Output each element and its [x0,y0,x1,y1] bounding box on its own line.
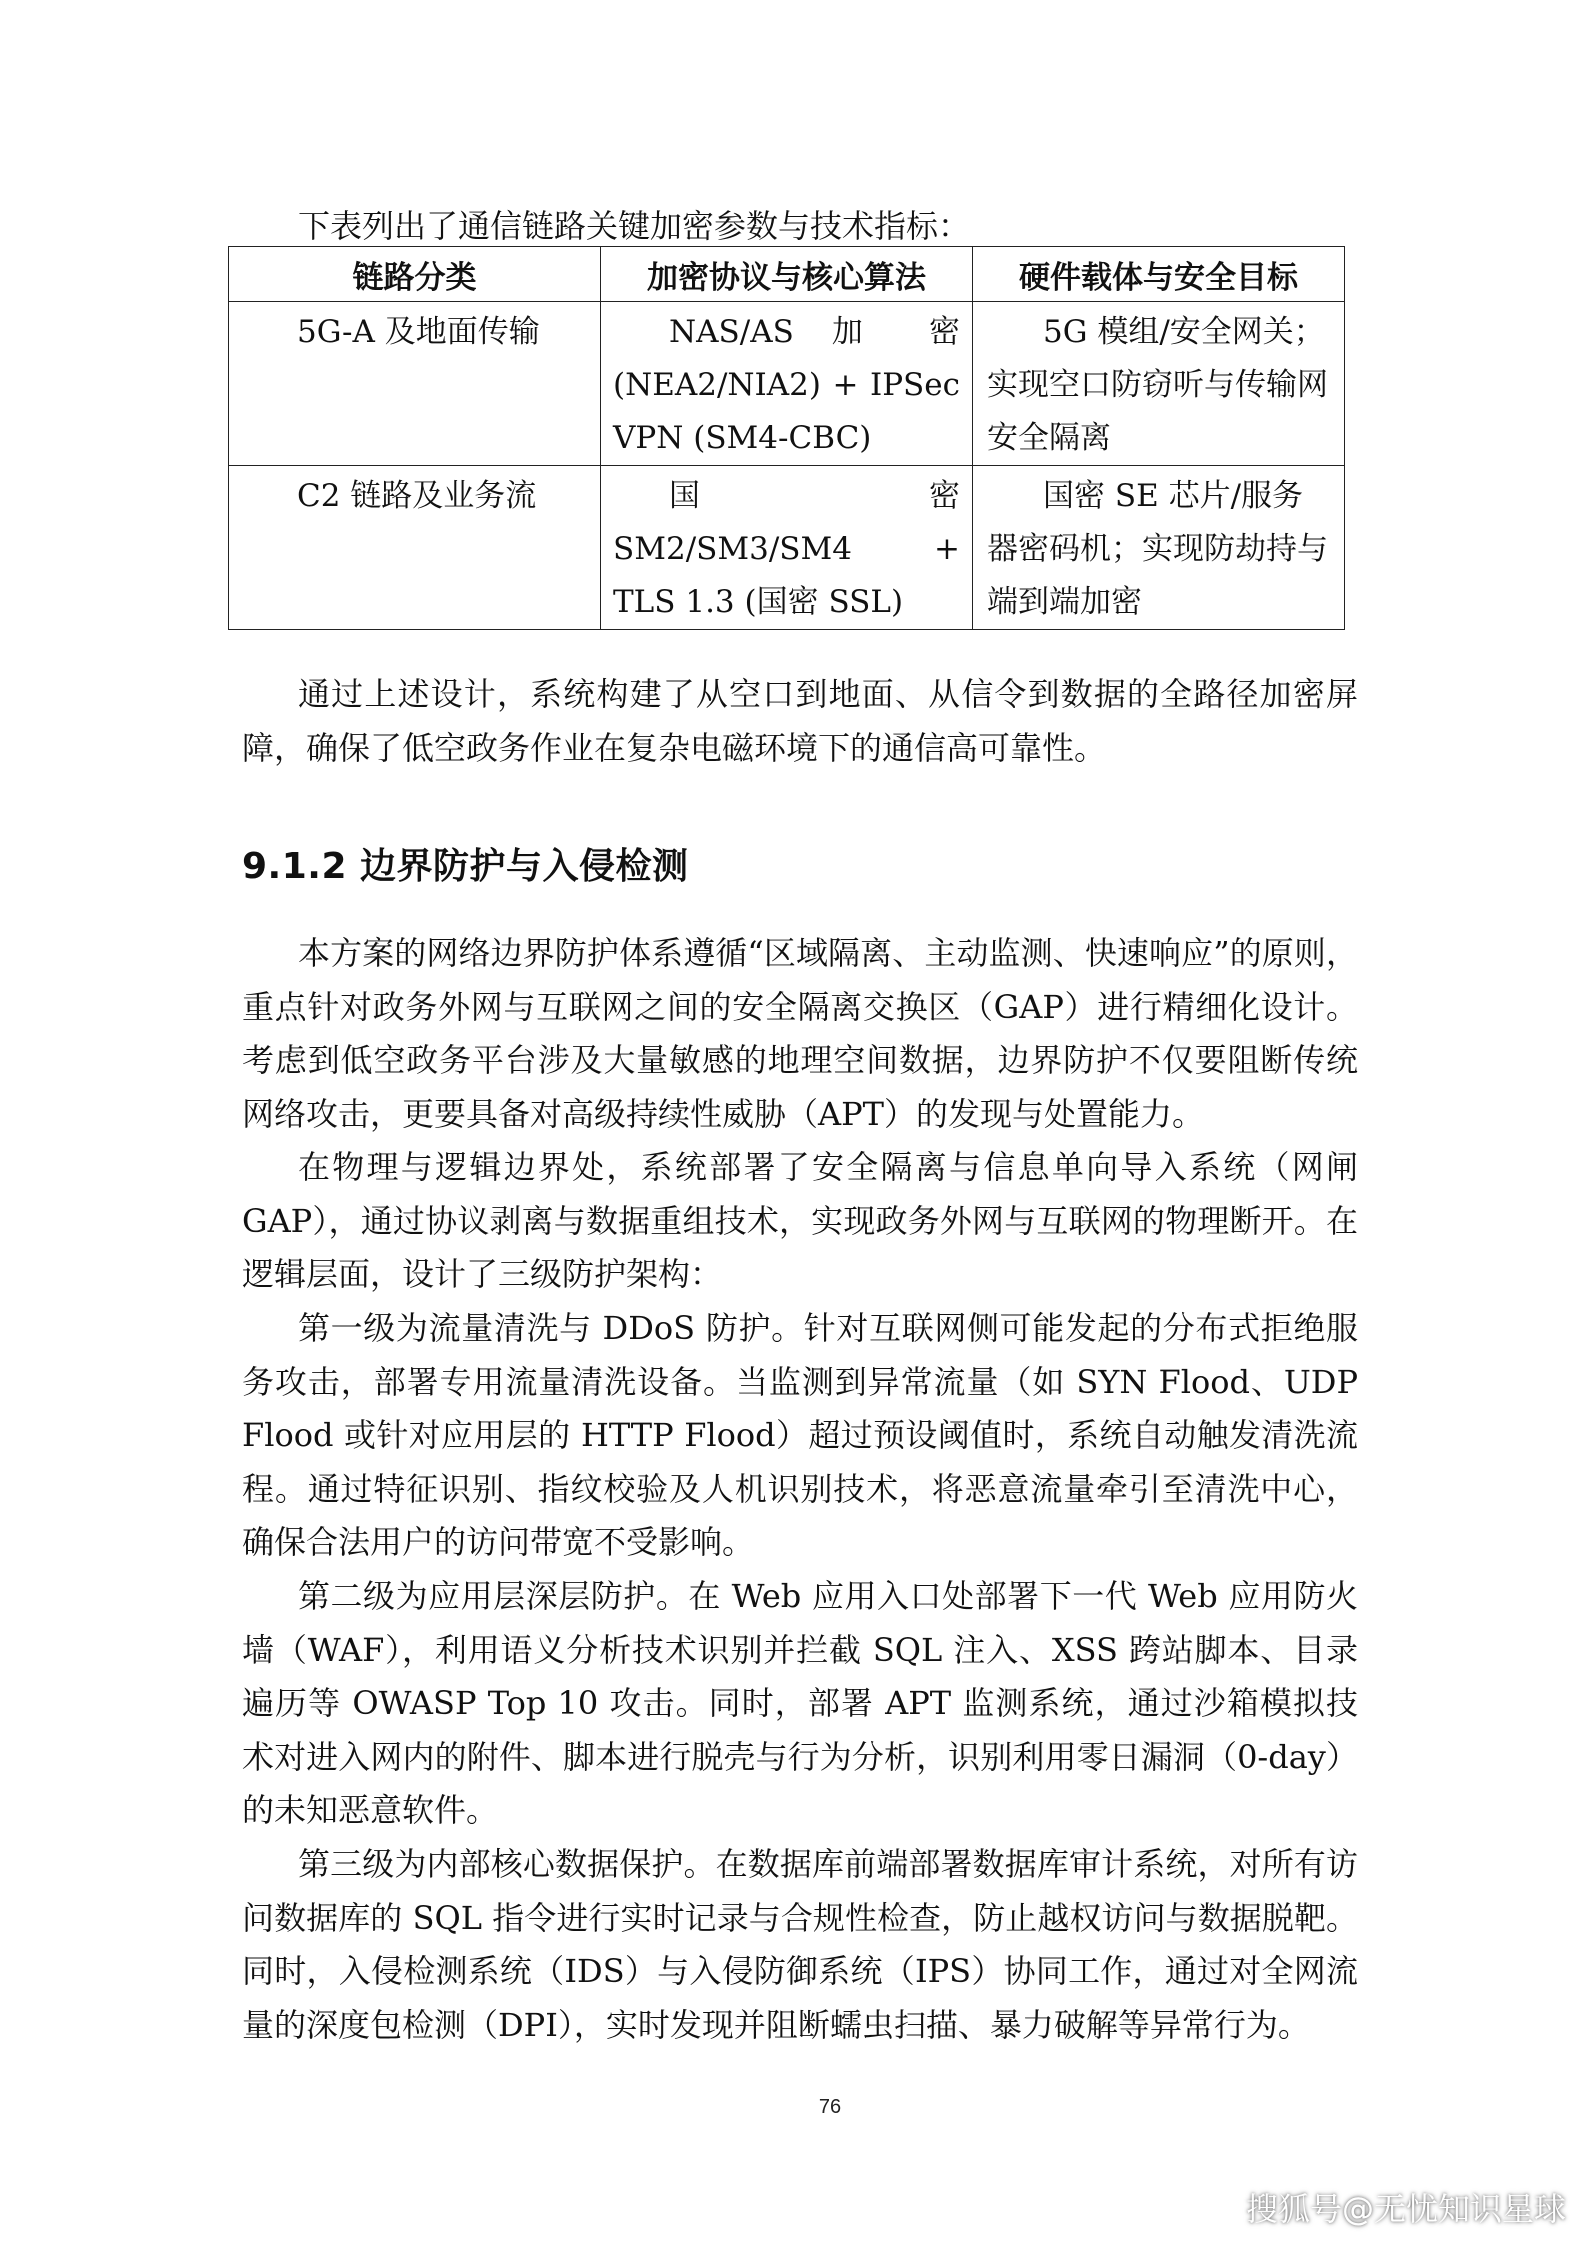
table-row [229,466,1345,630]
source-watermark: 搜狐号@无忧知识星球 [1246,2190,1567,2228]
table-header-cell: 链路分类 [229,247,601,302]
table-cell: 5G-A 及地面传输 [229,302,601,466]
body-paragraph: 第一级为流量清洗与 DDoS 防护。针对互联网侧可能发起的分布式拒绝服务攻击，部署专用流量清洗设备。当监测到异常流量（如 SYN Flood、UDP Flood 或针对应用层的 HTTP Flood）超过预设阈值时，系统自动触发清洗流程。通过特征识别、指纹校验及人机识别技术，将恶意流量牵引至清洗中心，确保合法用户的访问带宽不受影响。 [242,1309,1358,1562]
body-paragraph: 第三级为内部核心数据保护。在数据库前端部署数据库审计系统，对所有访问数据库的 SQL 指令进行实时记录与合规性检查，防止越权访问与数据脱靶。同时，入侵检测系统（IDS）与入侵防御系统（IPS）协同工作，通过对全网流量的深度包检测（DPI），实时发现并阻断蠕虫扫描、暴力破解等异常行为。 [242,1845,1358,2044]
table-cell: NAS/AS 加 密 (NEA2/NIA2) + IPSec VPN (SM4-CBC) [601,302,973,466]
body-paragraph: 在物理与逻辑边界处，系统部署了安全隔离与信息单向导入系统（网闸 GAP），通过协议剥离与数据重组技术，实现政务外网与互联网的物理断开。在逻辑层面，设计了三级防护架构： [242,1148,1358,1294]
table-cell: 国密 SM2/SM3/SM4 + TLS 1.3 (国密 SSL) [601,466,973,630]
table-header-row [229,247,1345,302]
section-heading: 9.1.2 边界防护与入侵检测 [242,846,689,887]
table-header-cell: 加密协议与核心算法 [601,247,973,302]
page-number: 76 [818,2096,842,2118]
summary-paragraph: 通过上述设计，系统构建了从空口到地面、从信令到数据的全路径加密屏障，确保了低空政务作业在复杂电磁环境下的通信高可靠性。 [242,675,1358,767]
table-row [229,302,1345,466]
body-paragraph: 本方案的网络边界防护体系遵循“区域隔离、主动监测、快速响应”的原则，重点针对政务外网与互联网之间的安全隔离交换区（GAP）进行精细化设计。考虑到低空政务平台涉及大量敏感的地理空间数据，边界防护不仅要阻断传统网络攻击，更要具备对高级持续性威胁（APT）的发现与处置能力。 [242,934,1358,1133]
table-cell: 国密 SE 芯片/服务器密码机；实现防劫持与端到端加密 [973,466,1345,630]
table-cell: C2 链路及业务流 [229,466,601,630]
table-cell: 5G 模组/安全网关；实现空口防窃听与传输网安全隔离 [973,302,1345,466]
encryption-parameters-table [228,246,1345,630]
body-paragraph: 第二级为应用层深层防护。在 Web 应用入口处部署下一代 Web 应用防火墙（WAF），利用语义分析技术识别并拦截 SQL 注入、XSS 跨站脚本、目录遍历等 OWASP Top 10 攻击。同时，部署 APT 监测系统，通过沙箱模拟技术对进入网内的附件、脚本进行脱壳与行为分析，识别利用零日漏洞（0-day）的未知恶意软件。 [242,1577,1358,1830]
table-header-cell: 硬件载体与安全目标 [973,247,1345,302]
table-caption: 下表列出了通信链路关键加密参数与技术指标： [298,207,971,245]
